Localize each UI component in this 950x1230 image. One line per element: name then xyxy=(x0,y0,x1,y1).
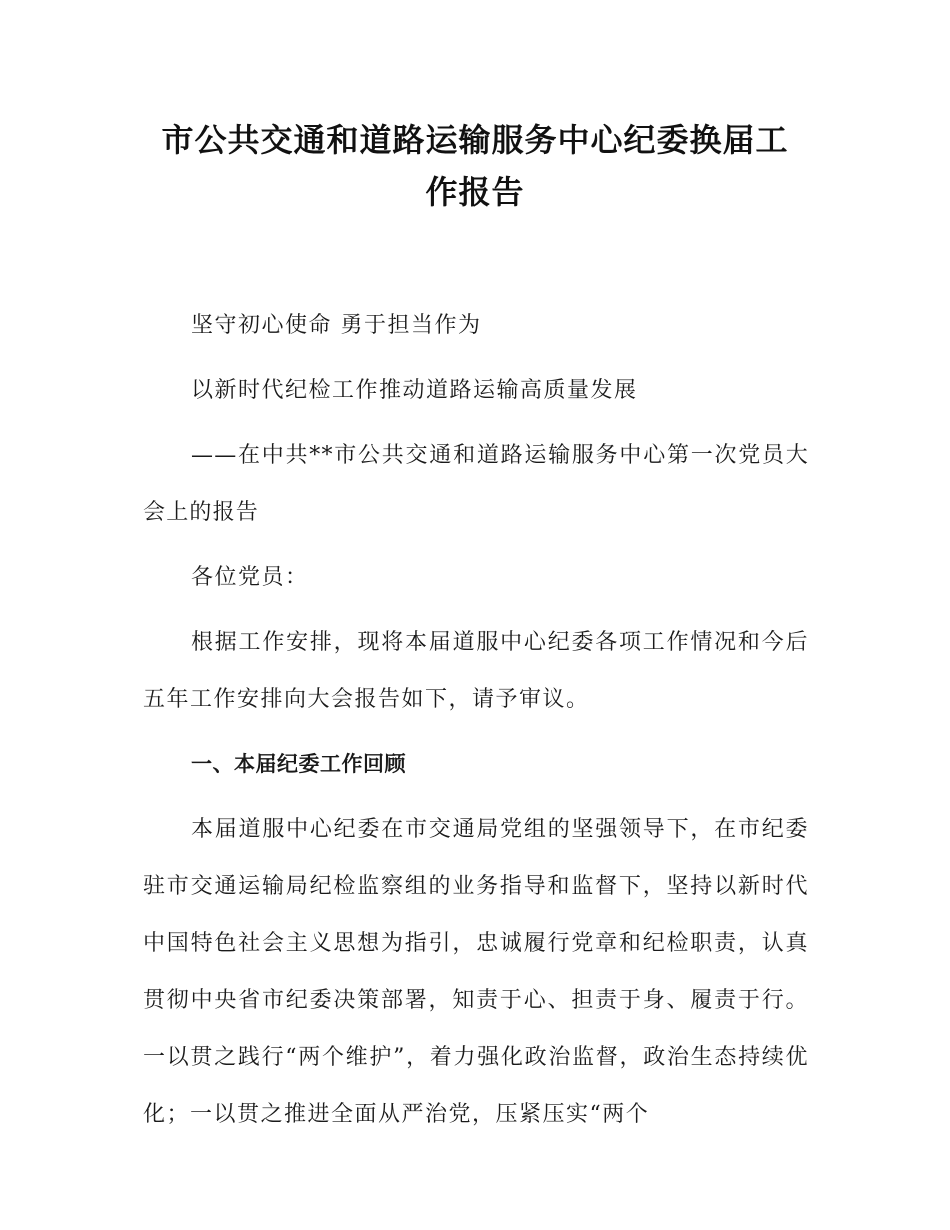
section-1-paragraph: 本届道服中心纪委在市交通局党组的坚强领导下，在市纪委驻市交通运输局纪检监察组的业务指导和监督下，坚持以新时代中国特色社会主义思想为指引，忠诚履行党章和纪检职责，认真贯彻中央省市纪委决策部署，知责于心、担责于身、履责于行。一以贯之践行“两个维护”，着力强化政治监督，政治生态持续优化；一以贯之推进全面从严治党，压紧压实“两个 xyxy=(143,817,809,1127)
subtitle-1: 坚守初心使命 勇于担当作为 xyxy=(191,313,482,338)
section-1-heading: 一、本届纪委工作回顾 xyxy=(191,752,406,776)
subtitle-2: 以新时代纪检工作推动道路运输高质量发展 xyxy=(191,378,638,403)
title-line-1: 市公共交通和道路运输服务中心纪委换届工 xyxy=(161,121,789,159)
document-body xyxy=(143,297,809,1143)
subtitle-3: ——在中共**市公共交通和道路运输服务中心第一次党员大会上的报告 xyxy=(143,443,809,525)
salutation: 各位党员： xyxy=(191,565,309,590)
document-title xyxy=(100,114,850,218)
title-line-2: 作报告 xyxy=(425,173,525,211)
intro-paragraph: 根据工作安排，现将本届道服中心纪委各项工作情况和今后五年工作安排向大会报告如下，请予审议。 xyxy=(143,630,809,712)
